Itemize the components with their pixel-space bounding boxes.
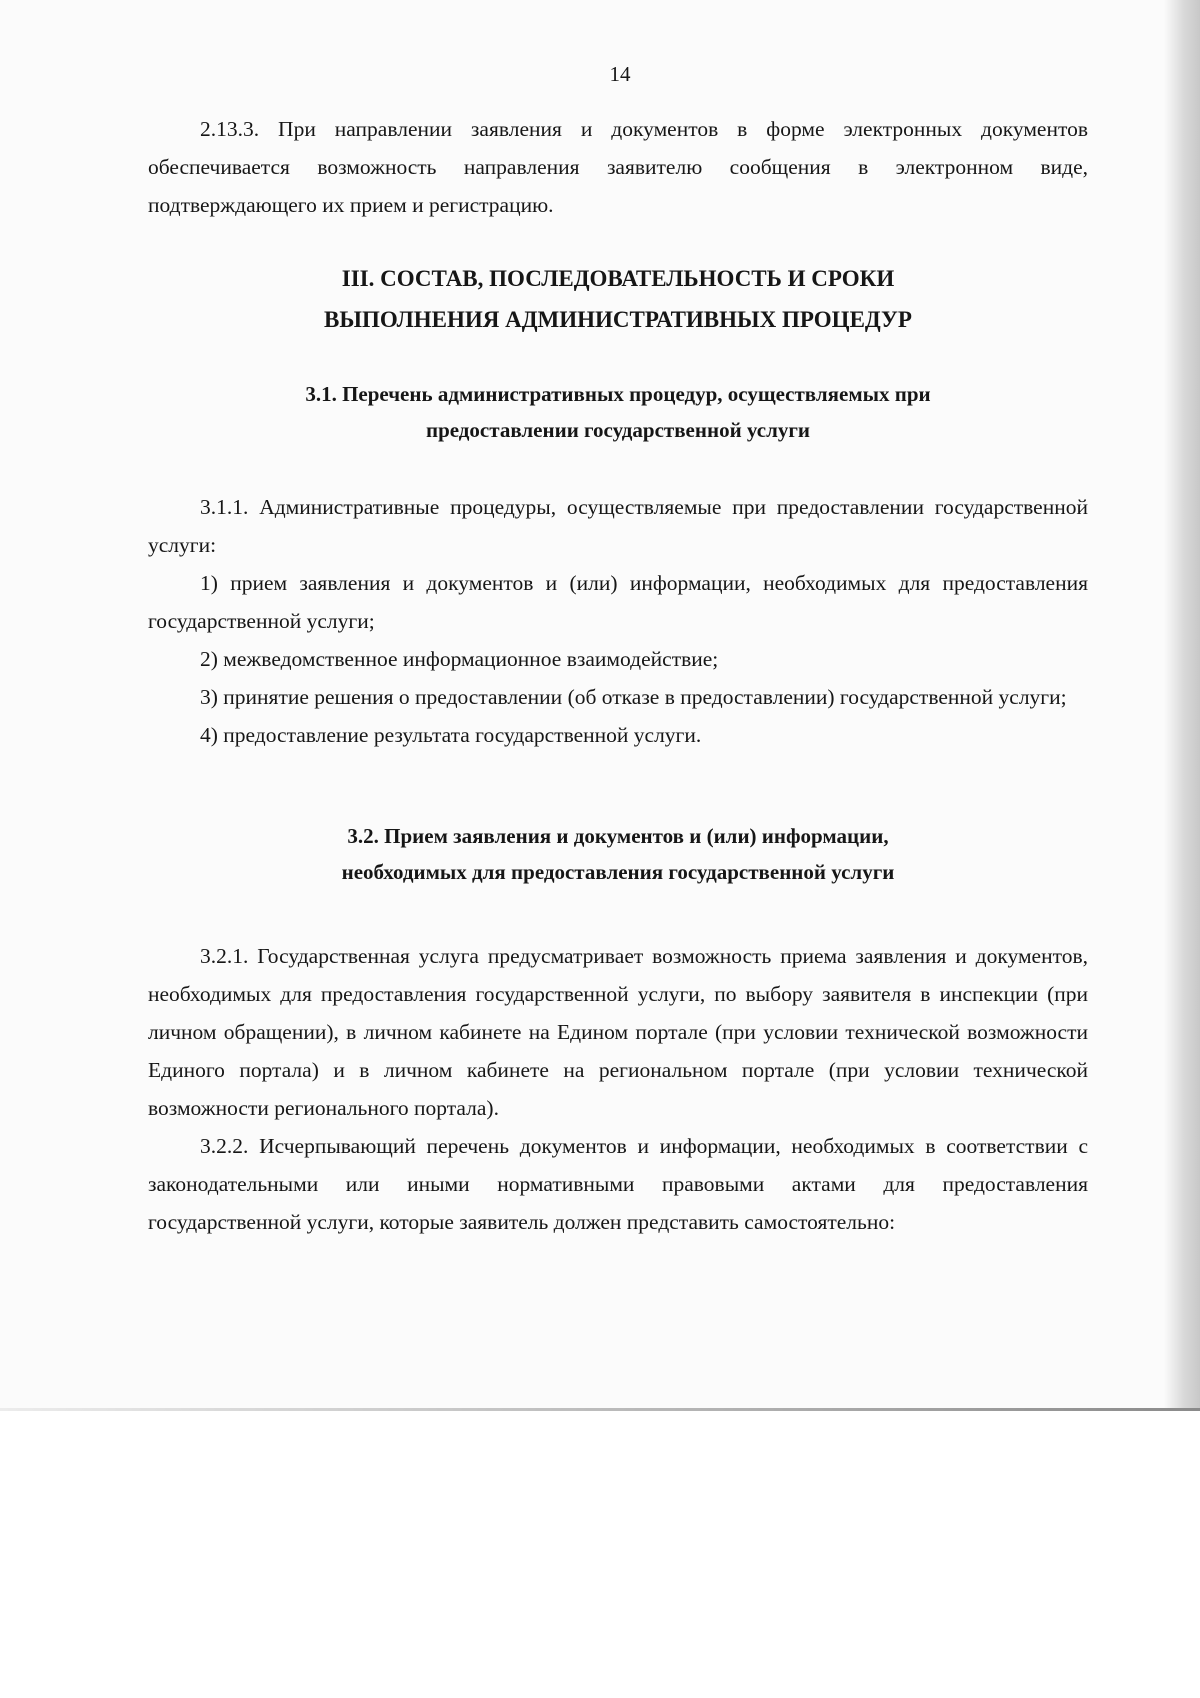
list-item: 4) предоставление результата государственной услуги. (200, 723, 702, 747)
subsection-3-1-heading-line2: предоставлении государственной услуги (425, 418, 811, 442)
paragraph-2-13-3-block (148, 110, 1088, 224)
section-3-heading (148, 258, 1088, 340)
scan-edge-shadow (1164, 0, 1200, 1410)
list-item: 1) прием заявления и документов и (или) информации, необходимых для предоставления государственной услуги; (148, 571, 1088, 633)
page-bottom-edge (0, 1408, 1200, 1411)
subsection-3-2-body (148, 937, 1088, 1241)
paragraph-3-2-2: 3.2.2. Исчерпывающий перечень документов и информации, необходимых в соответствии с законодательными или иными нормативными правовыми актами для предоставления государственной услуги, которые заявитель должен представить самостоятельно: (148, 1134, 1088, 1234)
page-number: 14 (609, 62, 631, 86)
subsection-3-1-body (148, 488, 1088, 754)
list-item: 2) межведомственное информационное взаимодействие; (200, 647, 719, 671)
subsection-3-2-heading (148, 818, 1088, 890)
paragraph-3-2-1: 3.2.1. Государственная услуга предусматривает возможность приема заявления и документов, необходимых для предоставления государственной услуги, по выбору заявителя в инспекции (при личном обращении), в личном кабинете на Едином портале (при условии технической возможности Единого портала) и в личном кабинете на региональном портале (при условии технической возможности регионального портала). (148, 944, 1088, 1120)
paragraph-2-13-3: 2.13.3. При направлении заявления и документов в форме электронных документов обеспечивается возможность направления заявителю сообщения в электронном виде, подтверждающего их прием и регистрацию. (148, 117, 1088, 217)
list-item: 3) принятие решения о предоставлении (об отказе в предоставлении) государственной услуги; (200, 685, 1067, 709)
section-3-heading-line2: ВЫПОЛНЕНИЯ АДМИНИСТРАТИВНЫХ ПРОЦЕДУР (324, 307, 912, 332)
subsection-3-1-heading (148, 376, 1088, 448)
subsection-3-1-heading-line1: 3.1. Перечень административных процедур, осуществляемых при (305, 382, 931, 406)
section-3-heading-line1: III. СОСТАВ, ПОСЛЕДОВАТЕЛЬНОСТЬ И СРОКИ (341, 266, 895, 291)
subsection-3-2-heading-line2: необходимых для предоставления государственной услуги (341, 860, 895, 884)
paragraph-3-1-1: 3.1.1. Административные процедуры, осуществляемые при предоставлении государственной услуги: (148, 495, 1088, 557)
subsection-3-2-heading-line1: 3.2. Прием заявления и документов и (или) информации, (347, 824, 889, 848)
